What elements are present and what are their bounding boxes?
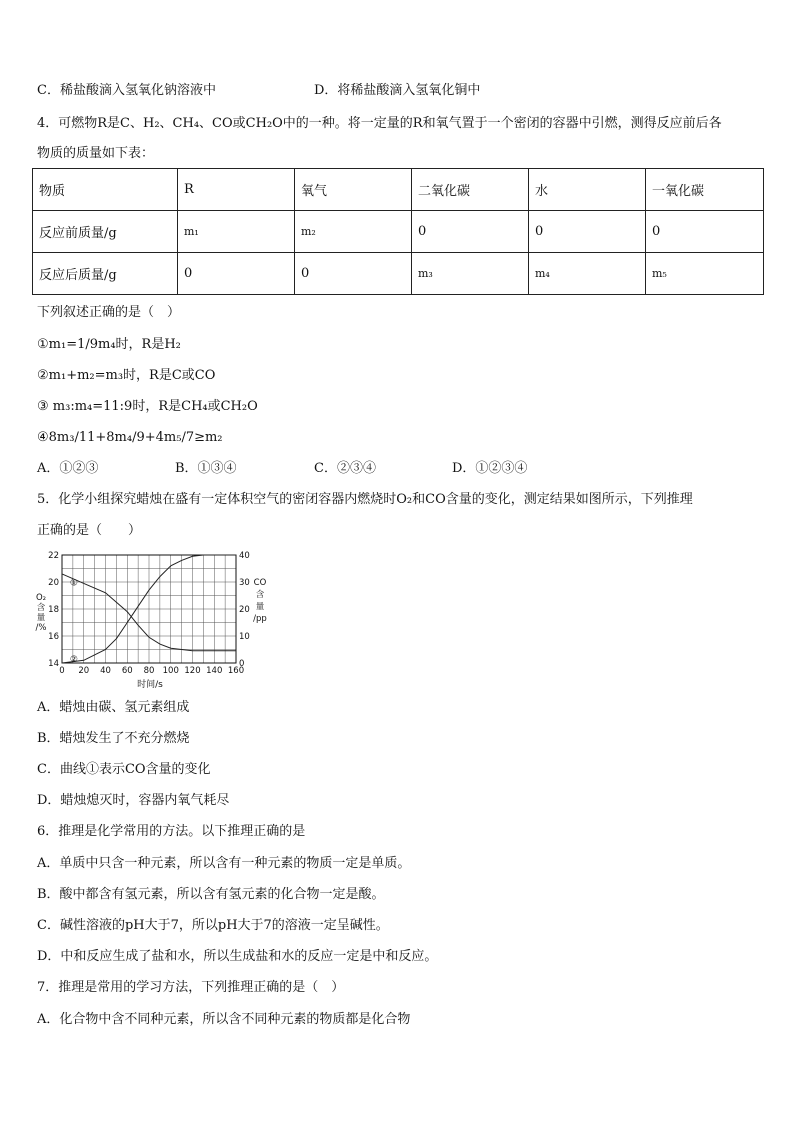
y-left-tick-label: 20 (48, 578, 59, 588)
table-cell: 0 (646, 211, 764, 253)
q4-statement-1: ①m₁=1/9m₄时，R是H₂ (37, 337, 181, 352)
y-right-tick-label: 20 (239, 605, 250, 615)
x-tick-label: 60 (121, 666, 133, 676)
table-header-cell: 氧气 (295, 169, 412, 211)
q6-option-c: C．碱性溶液的pH大于7，所以pH大于7的溶液一定呈碱性。 (37, 918, 389, 933)
q4-option-d: D．①②③④ (452, 461, 528, 476)
curve-label-2: ② (69, 654, 79, 665)
q5-stem-line1: 5．化学小组探究蜡烛在盛有一定体积空气的密闭容器内燃烧时O₂和CO含量的变化，测定结果如图所示，下列推理 (37, 492, 693, 507)
x-tick-label: 120 (184, 666, 201, 676)
table-cell: 0 (529, 211, 646, 253)
q5-stem-line2: 正确的是（ ） (37, 523, 142, 538)
q5-option-b: B．蜡烛发生了不充分燃烧 (37, 731, 190, 746)
o2-co-chart (32, 545, 282, 693)
q5-option-d: D．蜡烛熄灭时，容器内氧气耗尽 (37, 793, 230, 808)
y-right-label: /pp (253, 614, 267, 624)
y-left-tick-label: 16 (48, 632, 59, 642)
q5-option-c: C．曲线①表示CO含量的变化 (37, 762, 211, 777)
table-header-cell: 物质 (33, 169, 178, 211)
table-cell: 反应后质量/g (33, 253, 178, 295)
y-right-label: 含 (255, 590, 265, 600)
table-cell: m₂ (295, 211, 412, 253)
y-left-label: O₂ (35, 593, 47, 603)
q5-option-a: A．蜡烛由碳、氢元素组成 (37, 700, 190, 715)
y-right-label: CO (253, 578, 267, 588)
q6-option-b: B．酸中都含有氢元素，所以含有氢元素的化合物一定是酸。 (37, 887, 385, 902)
q6-option-a: A．单质中只含一种元素，所以含有一种元素的物质一定是单质。 (37, 856, 411, 871)
y-right-tick-label: 30 (239, 578, 250, 588)
q4-mass-table (32, 168, 764, 295)
y-left-label: /% (35, 623, 47, 633)
table-cell: m₃ (412, 253, 529, 295)
y-left-tick-label: 22 (48, 551, 59, 561)
table-cell: m₄ (529, 253, 646, 295)
table-row (33, 211, 764, 253)
chart-grid (62, 555, 236, 663)
q4-statement-2: ②m₁+m₂=m₃时，R是C或CO (37, 368, 216, 383)
y-left-tick-label: 18 (48, 605, 59, 615)
y-left-label: 量 (36, 613, 46, 623)
table-cell: 0 (295, 253, 412, 295)
x-tick-label: 0 (59, 666, 65, 676)
q4-stem-line2: 物质的质量如下表： (37, 146, 155, 161)
y-right-label: 量 (255, 602, 265, 612)
y-right-tick-label: 0 (239, 659, 245, 669)
table-header-cell: R (178, 169, 295, 211)
table-header-cell: 二氧化碳 (412, 169, 529, 211)
x-tick-label: 40 (100, 666, 111, 676)
y-left-label: 含 (36, 603, 46, 613)
y-right-tick-label: 40 (239, 551, 250, 561)
q4-option-a: A．①②③ (37, 461, 99, 476)
q4-stem-line1: 4．可燃物R是C、H₂、CH₄、CO或CH₂O中的一种。将一定量的R和氧气置于一个密闭的容器中引燃，测得反应前后各 (37, 116, 722, 131)
q7-option-a: A．化合物中含不同种元素，所以含不同种元素的物质都是化合物 (37, 1012, 411, 1027)
q6-option-d: D．中和反应生成了盐和水，所以生成盐和水的反应一定是中和反应。 (37, 949, 438, 964)
table-cell: 0 (412, 211, 529, 253)
y-right-tick-label: 10 (239, 632, 250, 642)
x-tick-label: 20 (78, 666, 90, 676)
table-cell: 0 (178, 253, 295, 295)
x-tick-label: 80 (143, 666, 155, 676)
table-header-row (33, 169, 764, 211)
table-cell: 反应前质量/g (33, 211, 178, 253)
q3-option-c: C．稀盐酸滴入氢氧化钠溶液中 (37, 83, 216, 98)
q4-option-b: B．①③④ (175, 461, 237, 476)
curve-label-1: ① (69, 578, 79, 589)
q4-statement-4: ④8m₃/11+8m₄/9+4m₅/7≥m₂ (37, 430, 223, 445)
q3-option-d: D．将稀盐酸滴入氢氧化铜中 (314, 83, 481, 98)
table-row (33, 253, 764, 295)
x-tick-label: 160 (227, 666, 245, 676)
q4-question: 下列叙述正确的是（ ） (37, 305, 181, 320)
table-cell: m₁ (178, 211, 295, 253)
table-header-cell: 一氧化碳 (646, 169, 764, 211)
table-cell: m₅ (646, 253, 764, 295)
q4-option-c: C．②③④ (314, 461, 376, 476)
chart-xlabel: 时间/s (137, 680, 163, 690)
x-tick-label: 140 (206, 666, 223, 676)
y-left-tick-label: 14 (48, 659, 59, 669)
table-header-cell: 水 (529, 169, 646, 211)
q6-stem: 6．推理是化学常用的方法。以下推理正确的是 (37, 824, 306, 839)
q7-stem: 7．推理是常用的学习方法，下列推理正确的是（ ） (37, 980, 345, 995)
q4-statement-3: ③ m₃:m₄=11:9时，R是CH₄或CH₂O (37, 399, 258, 414)
x-tick-label: 100 (162, 666, 179, 676)
